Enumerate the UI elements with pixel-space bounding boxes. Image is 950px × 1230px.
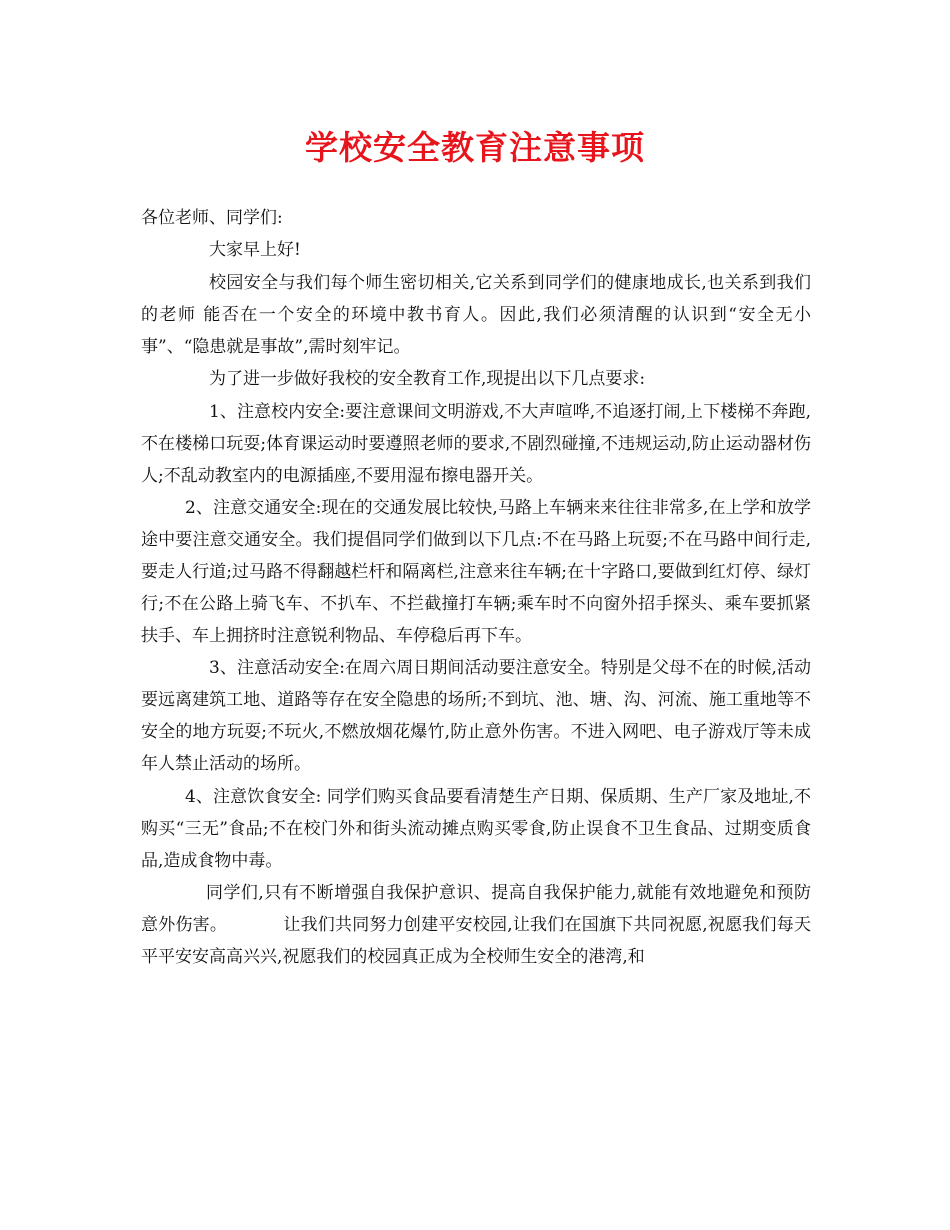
item-3-paragraph: 3、注意活动安全:在周六周日期间活动要注意安全。特别是父母不在的时候,活动要远离建筑工地、道路等存在安全隐患的场所;不到坑、池、塘、沟、河流、施工重地等不安全的地方玩耍;不玩火,不燃放烟花爆竹,防止意外伤害。不进入网吧、电子游戏厅等未成年人禁止活动的场所。 [141, 658, 811, 775]
item-2-paragraph: 2、注意交通安全:现在的交通发展比较快,马路上车辆来来往往非常多,在上学和放学途中要注意交通安全。我们提倡同学们做到以下几点:不在马路上玩耍;不在马路中间行走,要走人行道;过马路不得翻越栏杆和隔离栏,注意来往车辆;在十字路口,要做到红灯停、绿灯行;不在公路上骑飞车、不扒车、不拦截撞打车辆;乘车时不向窗外招手探头、乘车要抓紧扶手、车上拥挤时注意锐利物品、车停稳后再下车。 [141, 497, 811, 646]
closing-paragraph: 同学们,只有不断增强自我保护意识、提高自我保护能力,就能有效地避免和预防意外伤害。 让我们共同努力创建平安校园,让我们在国旗下共同祝愿,祝愿我们每天平平安安高高兴兴,祝愿我们的校园真正成为全校师生安全的港湾,和 [141, 883, 811, 968]
greeting: 大家早上好! [209, 240, 301, 261]
item-4-paragraph: 4、注意饮食安全: 同学们购买食品要看清楚生产日期、保质期、生产厂家及地址,不购买“三无”食品;不在校门外和街头流动摊点购买零食,防止误食不卫生食品、过期变质食品,造成食物中毒。 [141, 786, 811, 871]
salutation: 各位老师、同学们: [141, 208, 283, 228]
document-title: 学校安全教育注意事项 [305, 128, 645, 167]
lead-paragraph: 为了进一步做好我校的安全教育工作,现提出以下几点要求: [209, 369, 646, 390]
intro-paragraph: 校园安全与我们每个师生密切相关,它关系到同学们的健康地成长,也关系到我们的老师 能否在一个安全的环境中教书育人。因此,我们必须清醒的认识到“安全无小事”、“隐患就是事故”,需时刻牢记。 [141, 272, 811, 357]
item-1-paragraph: 1、注意校内安全:要注意课间文明游戏,不大声喧哗,不追逐打闹,上下楼梯不奔跑,不在楼梯口玩耍;体育课运动时要遵照老师的要求,不剧烈碰撞,不违规运动,防止运动器材伤人;不乱动教室内的电源插座,不要用湿布擦电器开关。 [141, 401, 811, 486]
document-body [141, 202, 811, 974]
